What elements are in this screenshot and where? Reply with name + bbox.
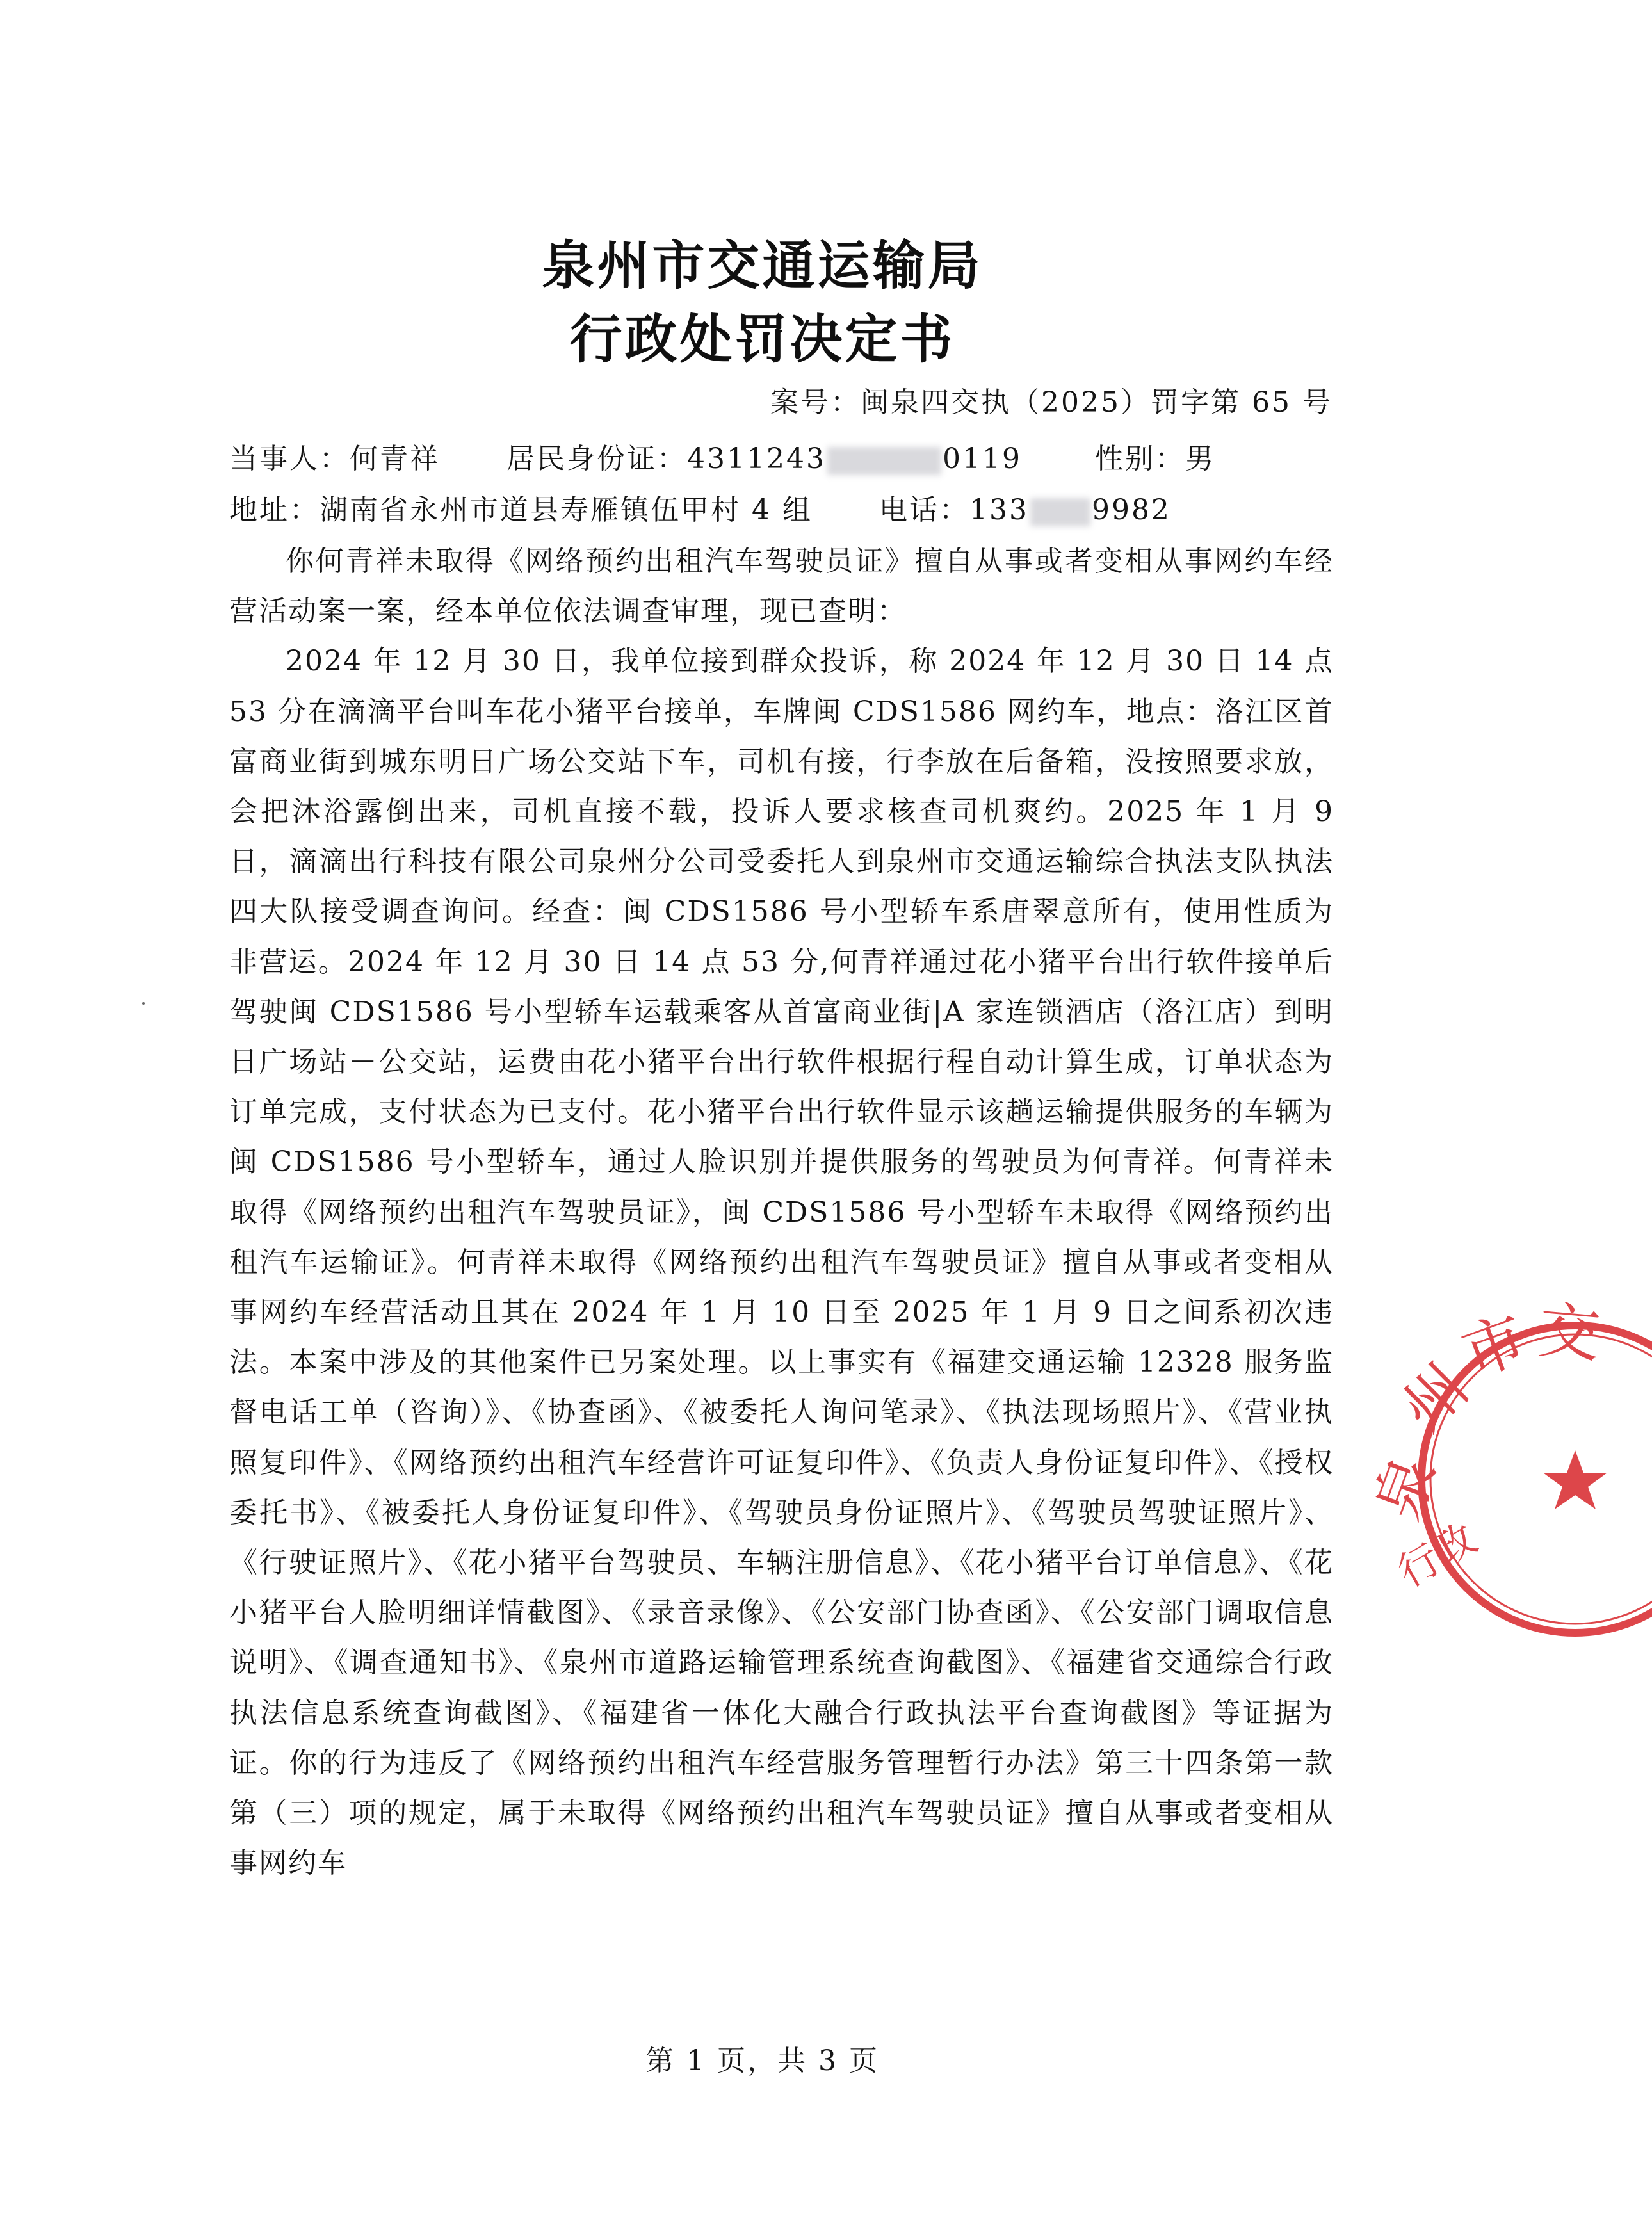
party-address: 地址：湖南省永州市道县寿雁镇伍甲村 4 组	[229, 494, 813, 526]
svg-text:州: 州	[1388, 1350, 1482, 1445]
party-gender: 性别：男	[1094, 442, 1215, 475]
svg-text:交: 交	[1535, 1294, 1603, 1372]
decision-body	[229, 537, 1334, 1888]
id-redaction	[827, 447, 941, 475]
document-title: 行政处罚决定书	[569, 309, 955, 370]
id-number-prefix: 4311243	[687, 442, 826, 475]
phone-suffix: 9982	[1091, 494, 1171, 526]
phone-label: 电话：	[879, 494, 969, 526]
scan-speck	[142, 1002, 145, 1005]
id-number-suffix: 0119	[942, 442, 1022, 475]
svg-text:泉: 泉	[1361, 1446, 1450, 1529]
case-number: 案号：闽泉四交执（2025）罚字第 65 号	[770, 386, 1332, 419]
id-label: 居民身份证：	[506, 442, 687, 475]
party-info-row	[229, 435, 1215, 476]
svg-text:行政: 行政	[1390, 1514, 1485, 1597]
party-name: 当事人：何青祥	[229, 442, 440, 475]
party-address-row	[229, 487, 1171, 528]
phone-prefix: 133	[969, 494, 1029, 526]
body-paragraph: 你何青祥未取得《网络预约出租汽车驾驶员证》擅自从事或者变相从事网约车经营活动案一案，经本单位依法调查审理，现已查明：	[229, 545, 1334, 628]
agency-title: 泉州市交通运输局	[542, 235, 983, 296]
svg-text:市: 市	[1453, 1302, 1536, 1391]
page-number: 第 1 页，共 3 页	[645, 2045, 879, 2077]
phone-redaction	[1030, 498, 1090, 526]
official-seal-stamp	[1361, 1294, 1652, 1633]
body-paragraph: 2024 年 12 月 30 日，我单位接到群众投诉，称 2024 年 12 月 30 日 14 点 53 分在滴滴平台叫车花小猪平台接单，车牌闽 CDS1586 网约车，地点：洛江区首富商业街到城东明日广场公交站下车，司机有接，行李放在后备箱，没按照要求放，会把沐浴露倒出来，司机直接不载，投诉人要求核查司机爽约。2025 年 1 月 9 日，滴滴出行科技有限公司泉州分公司受委托人到泉州市交通运输综合执法支队执法四大队接受调查询问。经查：闽 CDS1586 号小型轿车系唐翠意所有，使用性质为非营运。2024 年 12 月 30 日 14 点 53 分,何青祥通过花小猪平台出行软件接单后驾驶闽 CDS1586 号小型轿车运载乘客从首富商业街|A 家连锁酒店（洛江店）到明日广场站－公交站，运费由花小猪平台出行软件根据行程自动计算生成，订单状态为订单完成，支付状态为已支付。花小猪平台出行软件显示该趟运输提供服务的车辆为闽 CDS1586 号小型轿车，通过人脸识别并提供服务的驾驶员为何青祥。何青祥未取得《网络预约出租汽车驾驶员证》，闽 CDS1586 号小型轿车未取得《网络预约出租汽车运输证》。何青祥未取得《网络预约出租汽车驾驶员证》擅自从事或者变相从事网约车经营活动且其在 2024 年 1 月 10 日至 2025 年 1 月 9 日之间系初次违法。本案中涉及的其他案件已另案处理。以上事实有《福建交通运输 12328 服务监督电话工单（咨询）》、《协查函》、《被委托人询问笔录》、《执法现场照片》、《营业执照复印件》、《网络预约出租汽车经营许可证复印件》、《负责人身份证复印件》、《授权委托书》、《被委托人身份证复印件》、《驾驶员身份证照片》、《驾驶员驾驶证照片》、《行驶证照片》、《花小猪平台驾驶员、车辆注册信息》、《花小猪平台订单信息》、《花小猪平台人脸明细详情截图》、《录音录像》、《公安部门协查函》、《公安部门调取信息说明》、《调查通知书》、《泉州市道路运输管理系统查询截图》、《福建省交通综合行政执法信息系统查询截图》、《福建省一体化大融合行政执法平台查询截图》等证据为证。你的行为违反了《网络预约出租汽车经营服务管理暂行办法》第三十四条第一款第（三）项的规定，属于未取得《网络预约出租汽车驾驶员证》擅自从事或者变相从事网约车	[229, 645, 1334, 1880]
